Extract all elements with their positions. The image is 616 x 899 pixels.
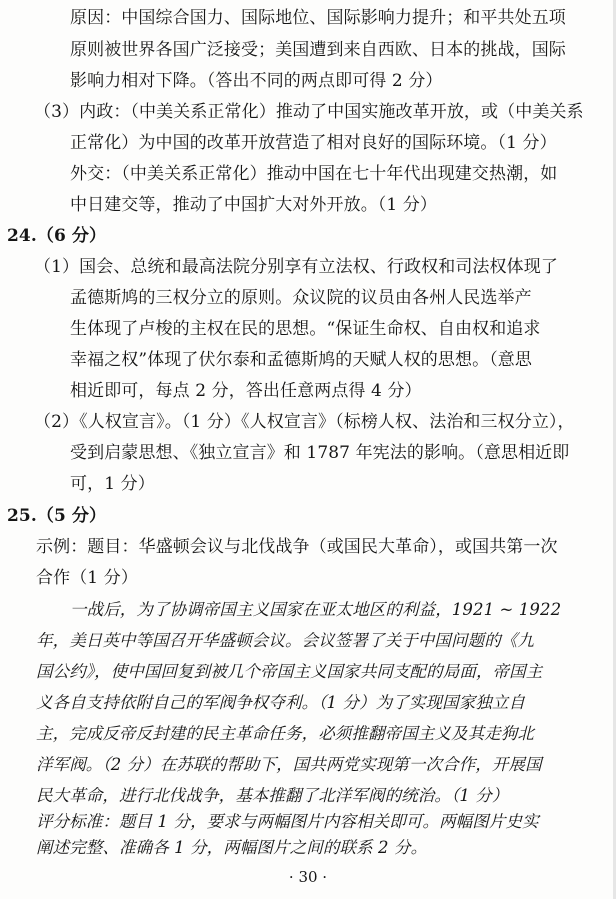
q24-1-line-3: 生体现了卢梭的主权在民的思想。“保证生命权、自由权和追求: [70, 319, 541, 339]
q24-2-line-3: 可，1 分）: [70, 474, 155, 494]
q24-1-line-2: 孟德斯鸠的三权分立的原则。众议院的议员由各州人民选举产: [70, 288, 532, 308]
q25-example-line-2: 合作（1 分）: [36, 568, 138, 588]
q24-1-line-5: 相近即可，每点 2 分，答出任意两点得 4 分）: [70, 381, 422, 401]
q23-reason-line-3: 影响力相对下降。（答出不同的两点即可得 2 分）: [70, 71, 443, 91]
q23-3-line-3: 外交：（中美关系正常化）推动中国在七十年代出现建交热潮，如: [70, 164, 558, 184]
q23-reason-line-1: 原因：中国综合国力、国际地位、国际影响力提升；和平共处五项: [70, 8, 566, 28]
q25-heading: 25.（5 分）: [7, 506, 107, 526]
q25-essay-line-5: 主，完成反帝反封建的民主革命任务，必须推翻帝国主义及其走狗北: [36, 724, 534, 743]
q25-essay-line-2: 年，美日英中等国召开华盛顿会议。会议签署了关于中国问题的《九: [36, 631, 534, 650]
q24-1-line-1: （1）国会、总统和最高法院分别享有立法权、行政权和司法权体现了: [34, 257, 558, 277]
q25-essay-line-1: 一战后，为了协调帝国主义国家在亚太地区的利益，1921 ~ 1922: [70, 600, 562, 619]
q23-3-line-1: （3）内政：（中美关系正常化）推动了中国实施改革开放，或（中美关系: [34, 102, 584, 122]
q23-reason-line-2: 原则被世界各国广泛接受；美国遭到来自西欧、日本的挑战，国际: [70, 40, 566, 60]
q24-1-line-4: 幸福之权”体现了伏尔泰和孟德斯鸠的天赋人权的思想。（意思: [70, 350, 532, 370]
q24-heading: 24.（6 分）: [7, 226, 107, 246]
q25-essay-line-3: 国公约》，使中国回复到被几个帝国主义国家共同支配的局面，帝国主: [36, 662, 543, 681]
q25-essay-line-7: 民大革命，进行北伐战争，基本推翻了北洋军阀的统治。（1 分）: [36, 786, 509, 805]
q23-3-line-4: 中日建交等，推动了中国扩大对外开放。（1 分）: [70, 195, 438, 215]
q23-3-line-2: 正常化）为中国的改革开放营造了相对良好的国际环境。（1 分）: [70, 133, 557, 153]
q24-2-line-2: 受到启蒙思想、《独立宣言》和 1787 年宪法的影响。（意思相近即: [70, 443, 570, 463]
q25-essay-line-4: 义各自支持依附自己的军阀争权夺利。（1 分）为了实现国家独立自: [36, 693, 526, 712]
q25-example-line-1: 示例：题目：华盛顿会议与北伐战争（或国民大革命），或国共第一次: [36, 537, 558, 557]
q25-scoring-line-2: 阐述完整、准确各 1 分，两幅图片之间的联系 2 分。: [36, 838, 428, 857]
page-number: · 30 ·: [288, 868, 328, 886]
q25-essay-line-6: 洋军阀。（2 分）在苏联的帮助下，国共两党实现第一次合作，开展国: [36, 755, 542, 774]
q25-scoring-line-1: 评分标准：题目 1 分，要求与两幅图片内容相关即可。两幅图片史实: [36, 812, 539, 831]
q24-2-line-1: （2）《人权宣言》。（1 分）《人权宣言》（标榜人权、法治和三权分立），: [34, 412, 575, 432]
